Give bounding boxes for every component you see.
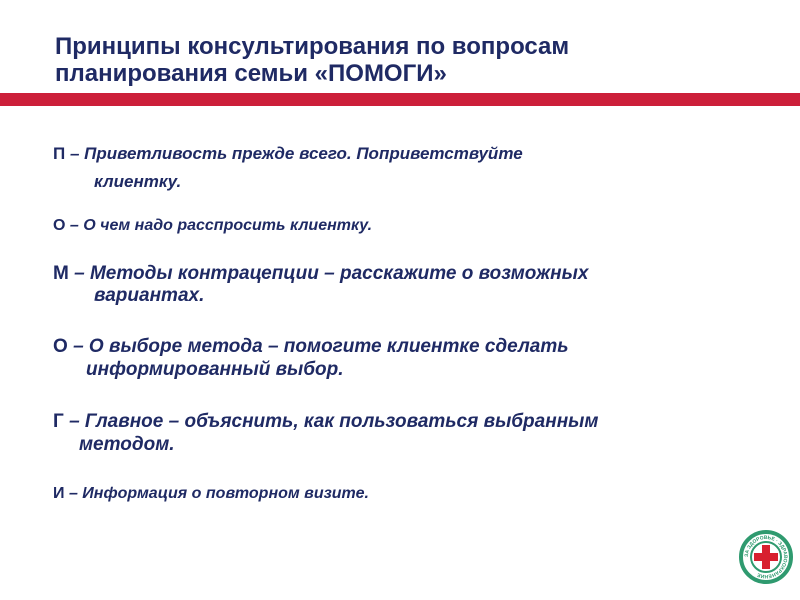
principle-item-o1 [53, 214, 773, 238]
principle-item-p [53, 140, 773, 196]
principle-continuation: методом. [79, 434, 175, 455]
title-divider-bar [0, 93, 800, 106]
principle-letter: И [53, 485, 65, 502]
principle-item-line [53, 410, 773, 433]
principle-item-m [53, 263, 773, 307]
health-logo [739, 530, 793, 584]
logo-ring-text: ЗА ЗДОРОВЬЕ · ЗДРАВООХРАНЕНИЕ [743, 534, 789, 580]
slide-title [55, 33, 755, 87]
principle-continuation: вариантах. [94, 285, 205, 306]
principle-item-line [53, 263, 773, 285]
principle-letter: М [53, 263, 69, 284]
principle-continuation: клиентку. [94, 172, 182, 191]
principle-text: – Приветливость прежде всего. Поприветствуйте [69, 144, 523, 163]
slide-title-line-2: планирования семьи «ПОМОГИ» [55, 60, 447, 87]
principle-continuation: информированный выбор. [86, 359, 344, 380]
principle-text: – Информация о повторном визите. [68, 485, 369, 502]
principle-letter: Г [53, 411, 64, 432]
principle-item-g [53, 410, 773, 456]
principle-text: – Главное – объяснить, как пользоваться выбранным [69, 411, 599, 432]
principle-letter: П [53, 144, 66, 163]
principle-letter: О [53, 336, 68, 357]
principle-text: – О чем надо расспросить клиентку. [69, 217, 373, 234]
principle-text: – Методы контрацепции – расскажите о возможных [74, 263, 589, 284]
principle-text: – О выборе метода – помогите клиентке сделать [73, 336, 569, 357]
principle-item-line [53, 482, 773, 506]
principle-item-line [53, 335, 773, 358]
slide-title-line-1: Принципы консультирования по вопросам [55, 33, 570, 60]
red-cross-icon [739, 530, 793, 584]
principle-letter: О [53, 217, 66, 234]
principle-item-line [53, 140, 773, 168]
principle-item-o2 [53, 335, 773, 381]
principle-item-line [53, 214, 773, 238]
principle-item-i [53, 482, 773, 506]
